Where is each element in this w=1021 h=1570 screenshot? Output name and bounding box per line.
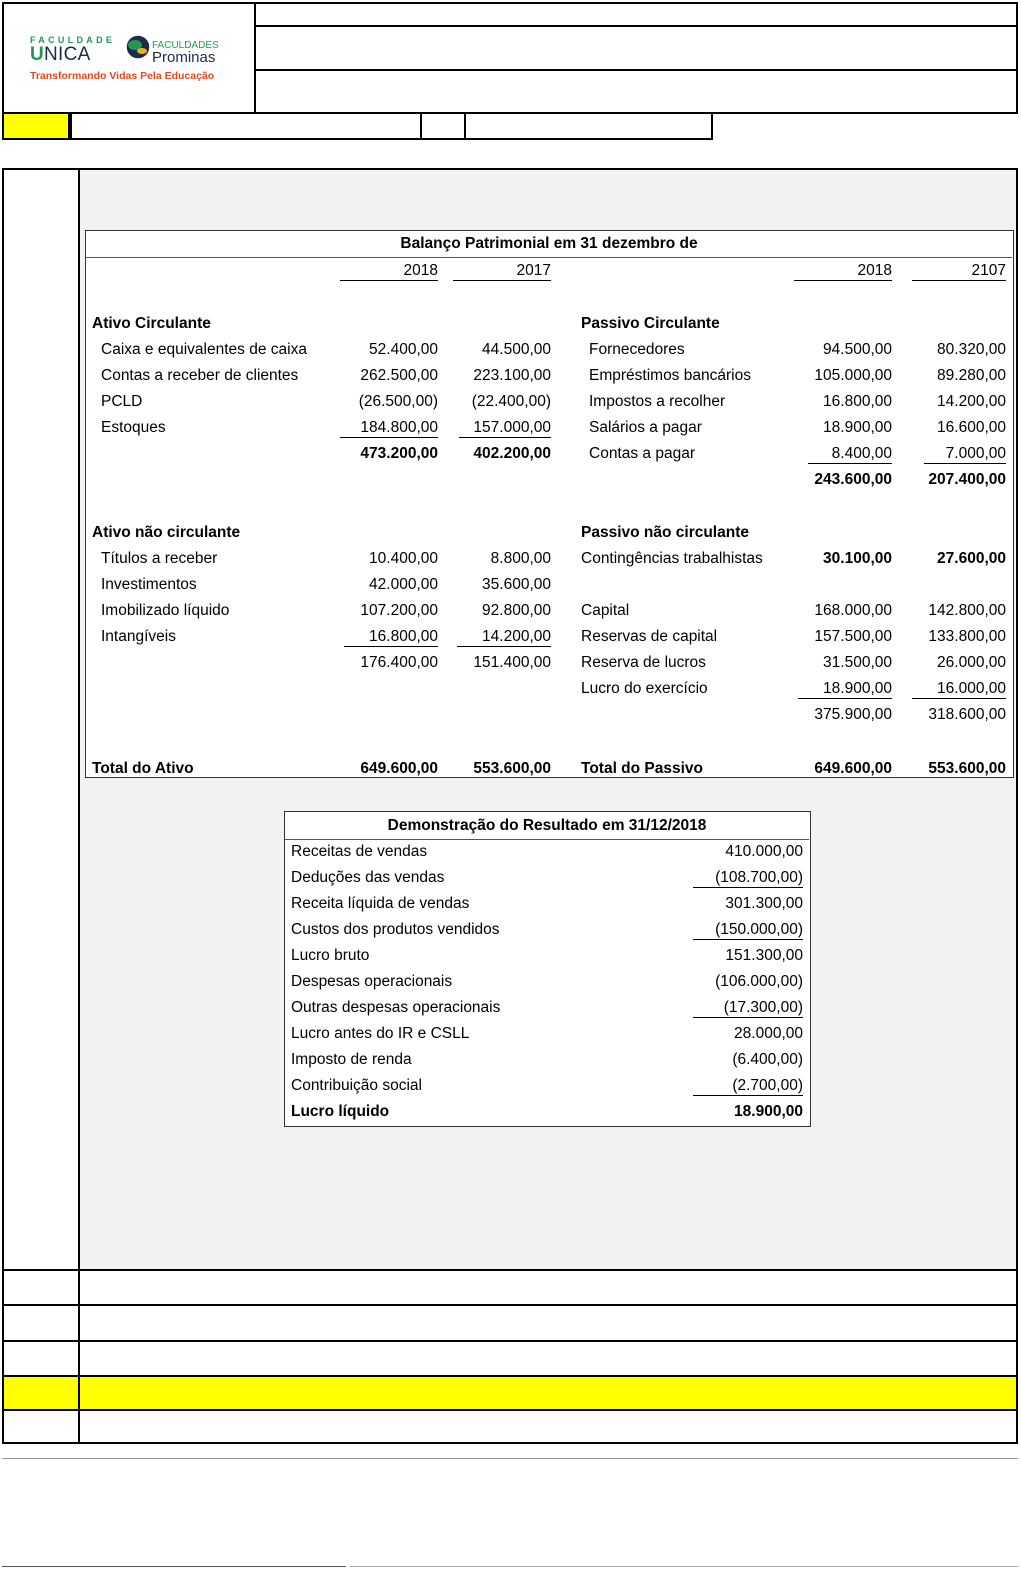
row-label: Imobilizado líquido <box>101 602 230 619</box>
row-value: 151.300,00 <box>725 947 803 964</box>
row-value: 223.100,00 <box>473 367 551 384</box>
row-label: Despesas operacionais <box>291 973 453 990</box>
row-value: 89.280,00 <box>937 367 1006 384</box>
row-value: 107.200,00 <box>360 602 438 619</box>
footer-divider <box>350 1566 1018 1567</box>
row-label: Lucro do exercício <box>581 680 708 697</box>
row-value: 16.800,00 <box>823 393 892 410</box>
subtotal-value: 318.600,00 <box>928 706 1006 723</box>
row-value: 18.900,00 <box>823 419 892 436</box>
row-label: Imposto de renda <box>291 1051 412 1068</box>
globe-icon <box>124 32 152 62</box>
row-value: (17.300,00) <box>693 999 803 1018</box>
row-value: 168.000,00 <box>814 602 892 619</box>
row-value: 142.800,00 <box>928 602 1006 619</box>
row-label: Lucro bruto <box>291 947 370 964</box>
subtotal-value: 176.400,00 <box>360 654 438 671</box>
year-header: 2107 <box>912 262 1006 281</box>
header-divider <box>256 25 1018 27</box>
subtotal-value: 473.200,00 <box>360 445 438 462</box>
subtotal-value: 375.900,00 <box>814 706 892 723</box>
row-label: Lucro líquido <box>291 1103 390 1120</box>
row-value: 14.200,00 <box>457 628 551 647</box>
question-column-divider <box>78 168 80 1444</box>
row-value: (106.000,00) <box>715 973 803 990</box>
row-label: Fornecedores <box>589 341 685 358</box>
row-label: Contas a pagar <box>589 445 695 462</box>
row-value: 26.000,00 <box>937 654 1006 671</box>
row-label: PCLD <box>101 393 143 410</box>
row-value: 94.500,00 <box>823 341 892 358</box>
row-label: Contribuição social <box>291 1077 422 1094</box>
row-value: 16.800,00 <box>344 628 438 647</box>
row-value: 184.800,00 <box>340 419 438 438</box>
row-label: Reserva de lucros <box>581 654 706 671</box>
row-label: Salários a pagar <box>589 419 702 436</box>
row-value: 52.400,00 <box>369 341 438 358</box>
row-value: (6.400,00) <box>732 1051 803 1068</box>
row-label: Intangíveis <box>101 628 176 645</box>
row-value: 105.000,00 <box>814 367 892 384</box>
subtotal-value: 402.200,00 <box>473 445 551 462</box>
total-passivo-label: Total do Passivo <box>581 760 704 777</box>
row-value: 35.600,00 <box>482 576 551 593</box>
logo-unica-u: U <box>30 44 45 65</box>
row-label: Estoques <box>101 419 166 436</box>
subtotal-value: 243.600,00 <box>814 471 892 488</box>
total-value: 649.600,00 <box>814 760 892 777</box>
row-value: 157.000,00 <box>459 419 551 438</box>
row-value: 133.800,00 <box>928 628 1006 645</box>
row-value: 16.600,00 <box>937 419 1006 436</box>
row-label: Deduções das vendas <box>291 869 445 886</box>
subtotal-value: 151.400,00 <box>473 654 551 671</box>
row-label: Contingências trabalhistas <box>581 550 763 567</box>
logo-unica <box>30 44 91 66</box>
row-value: 8.400,00 <box>808 445 892 464</box>
total-value: 553.600,00 <box>928 760 1006 777</box>
logo-faculdades-text: FACULDADES <box>152 40 219 51</box>
row-value: 14.200,00 <box>937 393 1006 410</box>
info-cell <box>70 114 422 140</box>
title-divider <box>285 839 809 840</box>
info-cell <box>420 114 466 140</box>
row-value: 92.800,00 <box>482 602 551 619</box>
highlight-cell <box>2 114 70 140</box>
year-header: 2018 <box>340 262 438 281</box>
logo-faculdade-text: FACULDADE <box>30 35 116 45</box>
row-value: 44.500,00 <box>482 341 551 358</box>
row-label: Lucro antes do IR e CSLL <box>291 1025 470 1042</box>
row-divider <box>2 1375 1018 1377</box>
total-ativo-label: Total do Ativo <box>92 760 194 777</box>
row-label: Outras despesas operacionais <box>291 999 501 1016</box>
row-value: 30.100,00 <box>823 550 892 567</box>
row-value: (26.500,00) <box>358 393 438 410</box>
row-value: 8.800,00 <box>490 550 551 567</box>
section-heading: Ativo Circulante <box>92 315 211 332</box>
income-statement-table <box>284 811 811 1127</box>
year-header: 2018 <box>794 262 892 281</box>
total-value: 649.600,00 <box>360 760 438 777</box>
row-label: Receitas de vendas <box>291 843 428 860</box>
row-value: (22.400,00) <box>471 393 551 410</box>
row-label: Reservas de capital <box>581 628 718 645</box>
footer-divider <box>2 1458 1018 1459</box>
row-value: 157.500,00 <box>814 628 892 645</box>
row-value: 10.400,00 <box>369 550 438 567</box>
row-value: 18.900,00 <box>734 1103 803 1120</box>
logo-prominas-text: Prominas <box>152 49 216 66</box>
row-value: 7.000,00 <box>924 445 1006 464</box>
row-value: 80.320,00 <box>937 341 1006 358</box>
row-value: 410.000,00 <box>725 843 803 860</box>
row-value: (2.700,00) <box>693 1077 803 1096</box>
total-value: 553.600,00 <box>473 760 551 777</box>
row-label: Receita líquida de vendas <box>291 895 470 912</box>
header-divider <box>256 69 1018 71</box>
balance-sheet-title: Balanço Patrimonial em 31 dezembro de <box>400 235 698 252</box>
logo-unica-rest: NICA <box>44 44 91 65</box>
row-value: 42.000,00 <box>369 576 438 593</box>
subtotal-value: 207.400,00 <box>928 471 1006 488</box>
row-label: Empréstimos bancários <box>589 367 751 384</box>
row-value: 28.000,00 <box>734 1025 803 1042</box>
row-divider <box>2 1269 1018 1271</box>
row-label: Impostos a recolher <box>589 393 726 410</box>
row-label: Títulos a receber <box>101 550 218 567</box>
row-label: Investimentos <box>101 576 197 593</box>
income-statement-title: Demonstração do Resultado em 31/12/2018 <box>387 817 707 834</box>
row-value: 301.300,00 <box>725 895 803 912</box>
section-heading: Ativo não circulante <box>92 524 241 541</box>
footer-divider <box>2 1566 346 1567</box>
row-label: Caixa e equivalentes de caixa <box>101 341 307 358</box>
info-cell <box>464 114 713 140</box>
balance-sheet-table <box>85 230 1014 778</box>
row-value: (150.000,00) <box>693 921 803 940</box>
row-divider <box>2 1304 1018 1306</box>
row-value: 27.600,00 <box>937 550 1006 567</box>
row-value: (108.700,00) <box>693 869 803 888</box>
title-divider <box>86 257 1012 258</box>
row-label: Capital <box>581 602 630 619</box>
row-label: Contas a receber de clientes <box>101 367 299 384</box>
row-value: 16.000,00 <box>912 680 1006 699</box>
logo-tagline: Transformando Vidas Pela Educação <box>30 70 215 82</box>
section-heading: Passivo não circulante <box>581 524 749 541</box>
row-divider <box>2 1409 1018 1411</box>
section-heading: Passivo Circulante <box>581 315 720 332</box>
row-label: Custos dos produtos vendidos <box>291 921 500 938</box>
row-value: 18.900,00 <box>798 680 892 699</box>
row-value: 262.500,00 <box>360 367 438 384</box>
year-header: 2017 <box>453 262 551 281</box>
row-divider <box>2 1340 1018 1342</box>
row-value: 31.500,00 <box>823 654 892 671</box>
